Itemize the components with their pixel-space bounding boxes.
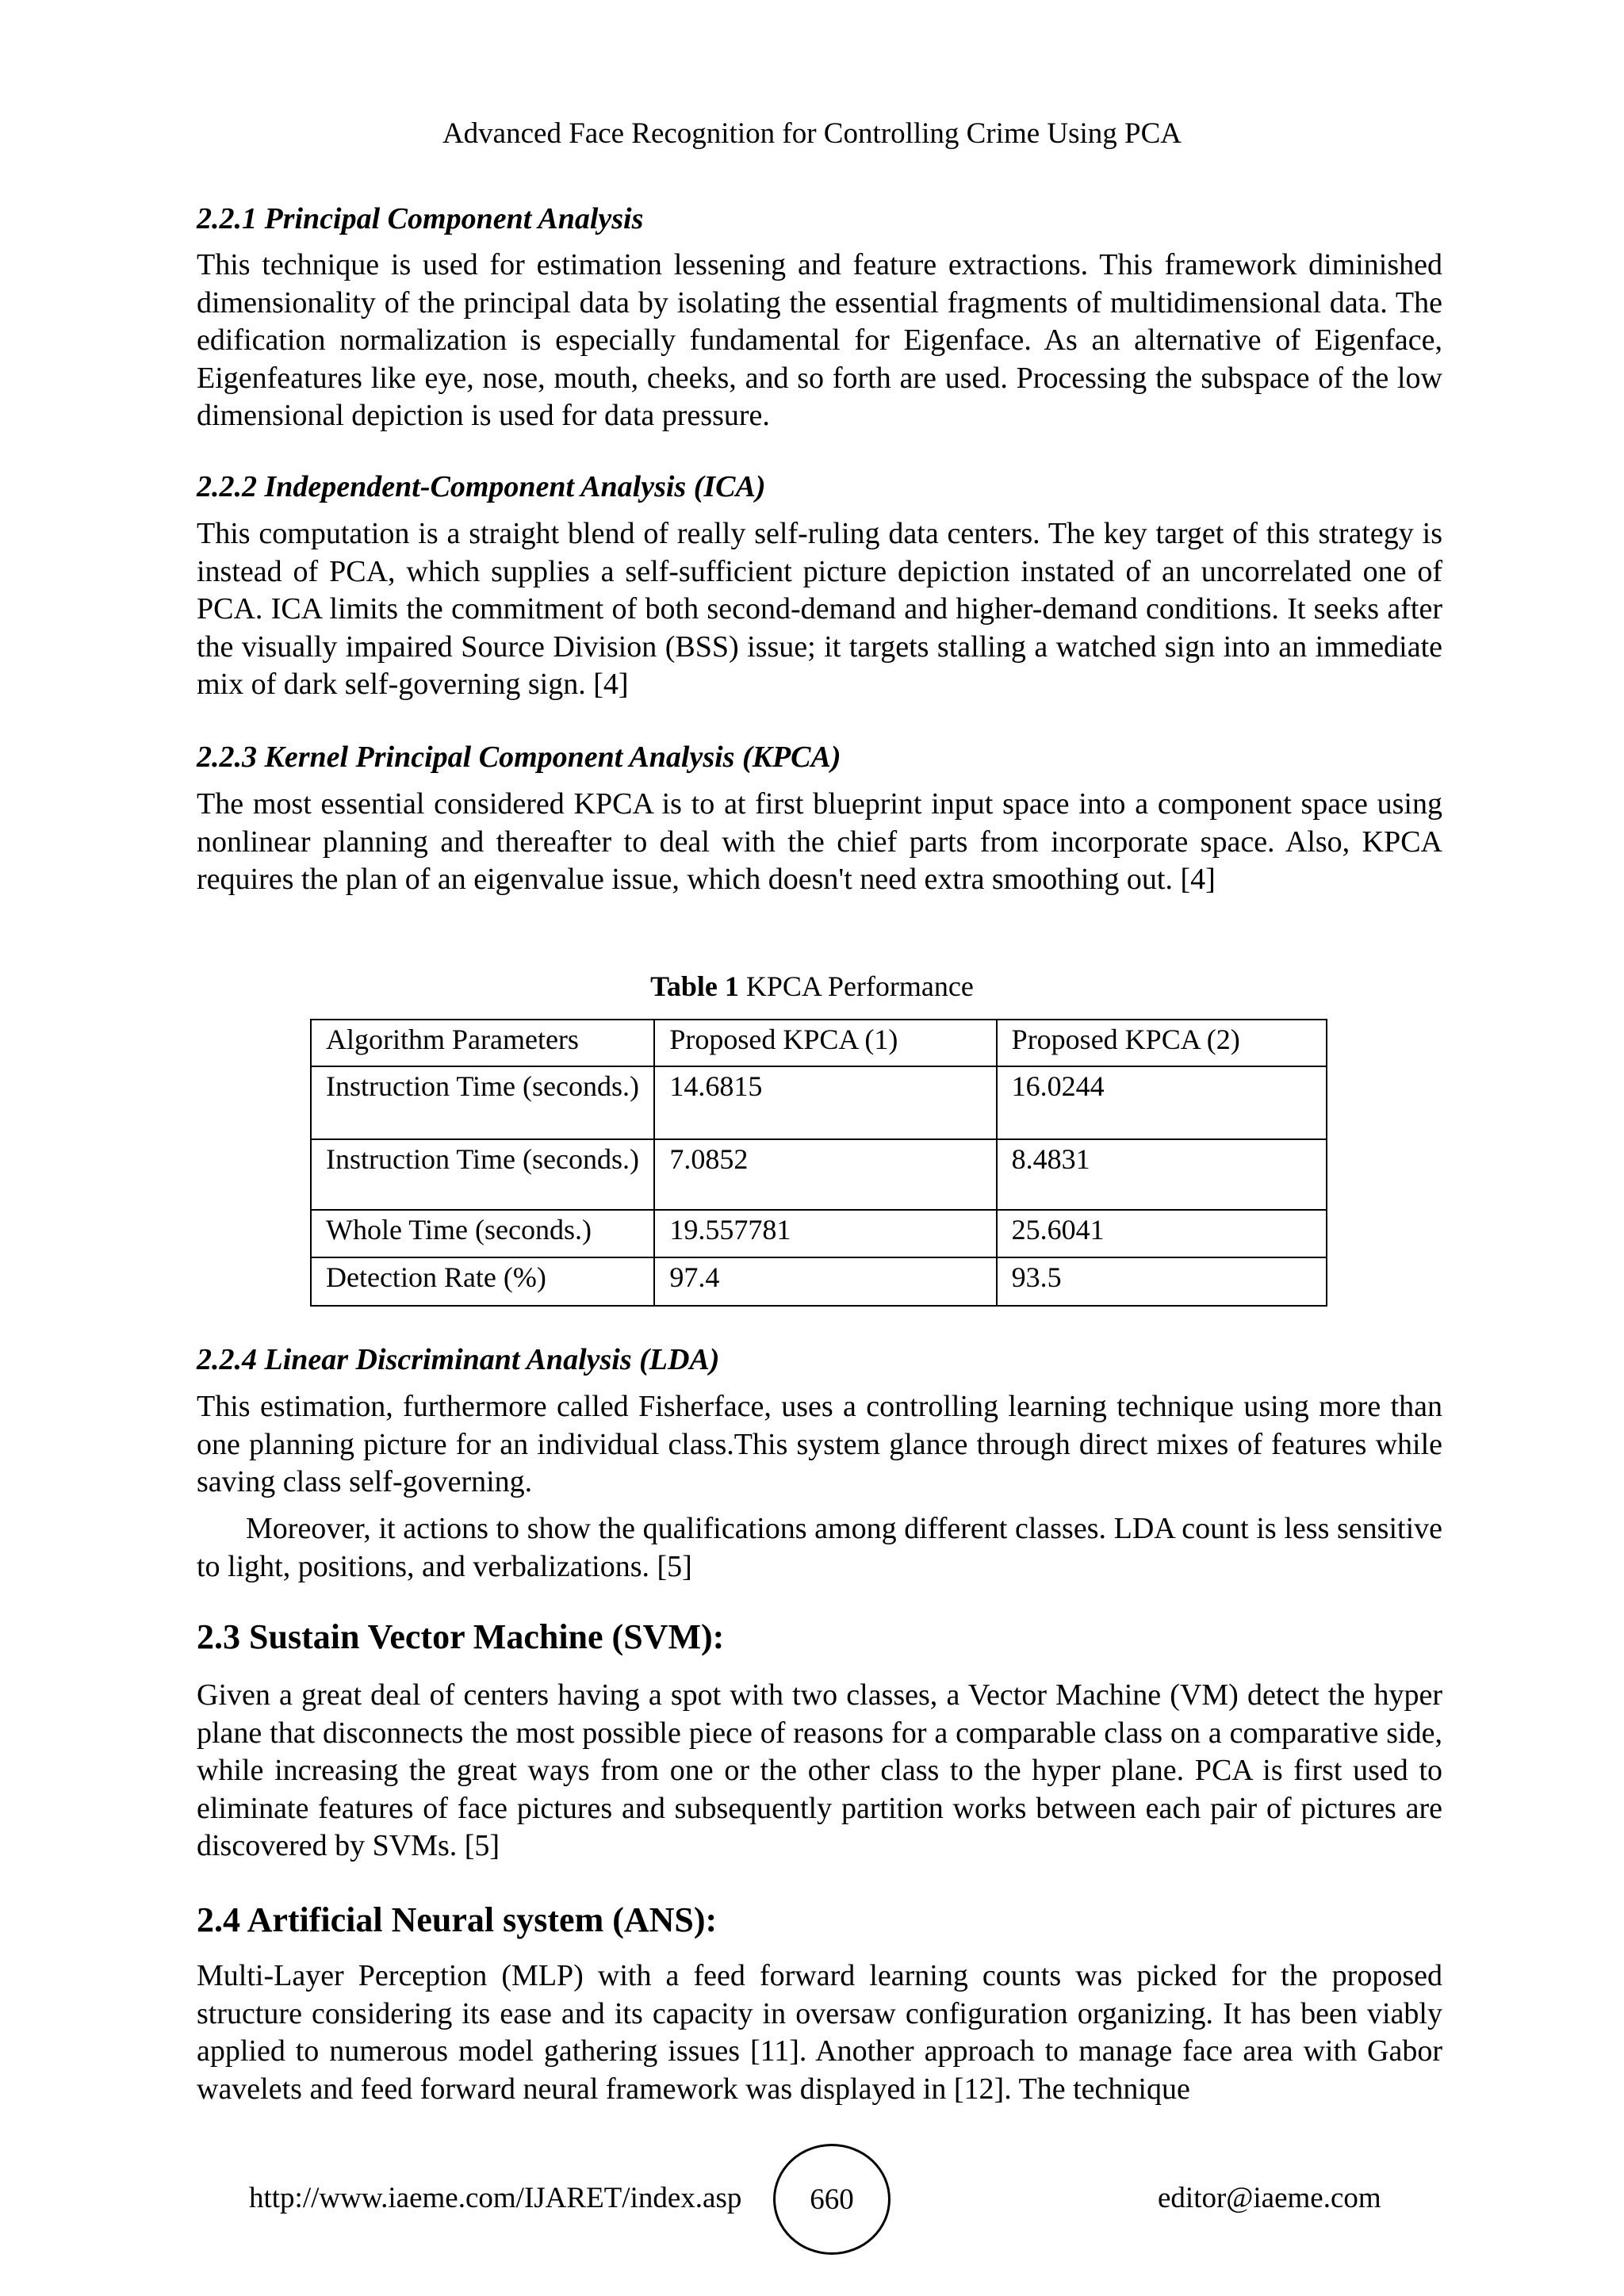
table-header-cell: Proposed KPCA (2) bbox=[997, 1020, 1327, 1066]
table-header-row bbox=[311, 1020, 1327, 1066]
paragraph-kpca: The most essential considered KPCA is to at first blueprint input space into a component space using nonlinear planning and thereafter to deal with the chief parts from incorporate space. Also, KPCA requires the plan of an eigenvalue issue, which doesn't need extra smoothing out. [4] bbox=[197, 787, 1442, 896]
section-heading-ica: 2.2.2 Independent-Component Analysis (ICA) bbox=[197, 470, 766, 503]
table-caption bbox=[0, 969, 1624, 1004]
table-header-cell: Proposed KPCA (1) bbox=[654, 1020, 996, 1066]
table-caption-label: Table 1 bbox=[650, 970, 739, 1002]
table-cell: 7.0852 bbox=[654, 1139, 996, 1210]
page-number bbox=[773, 2144, 891, 2255]
table-cell: Whole Time (seconds.) bbox=[311, 1210, 654, 1257]
table-cell: 25.6041 bbox=[997, 1210, 1327, 1257]
table-cell: 8.4831 bbox=[997, 1139, 1327, 1210]
table-cell: 19.557781 bbox=[654, 1210, 996, 1257]
paragraph-svm: Given a great deal of centers having a spot with two classes, a Vector Machine (VM) detect the hyper plane that disconnects the most possible piece of reasons for a comparable class on a comparative side, while increasing the great ways from one or the other class to the hyper plane. PCA is first used to eliminate features of face pictures and subsequently partition works between each pair of pictures are discovered by SVMs. [5] bbox=[197, 1678, 1442, 1862]
table-row bbox=[311, 1210, 1327, 1257]
table-cell: 16.0244 bbox=[997, 1066, 1327, 1139]
table-cell: 93.5 bbox=[997, 1257, 1327, 1306]
footer-email-link[interactable]: editor@iaeme.com bbox=[1158, 2182, 1381, 2214]
table-row bbox=[311, 1257, 1327, 1306]
paragraph-lda-1: This estimation, furthermore called Fisherface, uses a controlling learning technique using more than one planning picture for an individual class.This system glance through direct mixes of features while saving class self-governing. bbox=[197, 1390, 1442, 1498]
kpca-performance-table bbox=[310, 1019, 1327, 1307]
page-number-text: 660 bbox=[810, 2183, 854, 2216]
footer-url-link[interactable]: http://www.iaeme.com/IJARET/index.asp bbox=[249, 2182, 742, 2214]
table-cell: Instruction Time (seconds.) bbox=[311, 1066, 654, 1139]
running-header: Advanced Face Recognition for Controlling Crime Using PCA bbox=[442, 117, 1182, 150]
section-heading-kpca: 2.2.3 Kernel Principal Component Analysis (KPCA) bbox=[197, 740, 841, 774]
section-heading-pca: 2.2.1 Principal Component Analysis bbox=[197, 202, 644, 235]
table-row bbox=[311, 1139, 1327, 1210]
paragraph-pca: This technique is used for estimation lessening and feature extractions. This framework diminished dimensionality of the principal data by isolating the essential fragments of multidimensional data. The edification normalization is especially fundamental for Eigenface. As an alternative of Eigenface, Eigenfeatures like eye, nose, mouth, cheeks, and so forth are used. Processing the subspace of the low dimensional depiction is used for data pressure. bbox=[197, 248, 1442, 432]
table-caption-text: KPCA Performance bbox=[745, 970, 974, 1002]
section-heading-ans: 2.4 Artificial Neural system (ANS): bbox=[197, 1900, 718, 1939]
table-cell: Instruction Time (seconds.) bbox=[311, 1139, 654, 1210]
section-heading-lda: 2.2.4 Linear Discriminant Analysis (LDA) bbox=[197, 1343, 720, 1376]
table-cell: 14.6815 bbox=[654, 1066, 996, 1139]
table-row bbox=[311, 1066, 1327, 1139]
section-heading-svm: 2.3 Sustain Vector Machine (SVM): bbox=[197, 1617, 725, 1656]
table-cell: 97.4 bbox=[654, 1257, 996, 1306]
paragraph-ica: This computation is a straight blend of really self-ruling data centers. The key target of this strategy is instead of PCA, which supplies a self-sufficient picture depiction instated of an uncorrelated one of PCA. ICA limits the commitment of both second-demand and higher-demand conditions. It seeks after the visually impaired Source Division (BSS) issue; it targets stalling a watched sign into an immediate mix of dark self-governing sign. [4] bbox=[197, 517, 1442, 701]
table-cell: Detection Rate (%) bbox=[311, 1257, 654, 1306]
paragraph-lda-2: Moreover, it actions to show the qualifications among different classes. LDA count is less sensitive to light, positions, and verbalizations. [5] bbox=[197, 1512, 1442, 1583]
table-header-cell: Algorithm Parameters bbox=[311, 1020, 654, 1066]
paragraph-ans: Multi-Layer Perception (MLP) with a feed forward learning counts was picked for the proposed structure considering its ease and its capacity in oversaw configuration organizing. It has been viably applied to numerous model gathering issues [11]. Another approach to manage face area with Gabor wavelets and feed forward neural framework was displayed in [12]. The technique bbox=[197, 1959, 1442, 2106]
